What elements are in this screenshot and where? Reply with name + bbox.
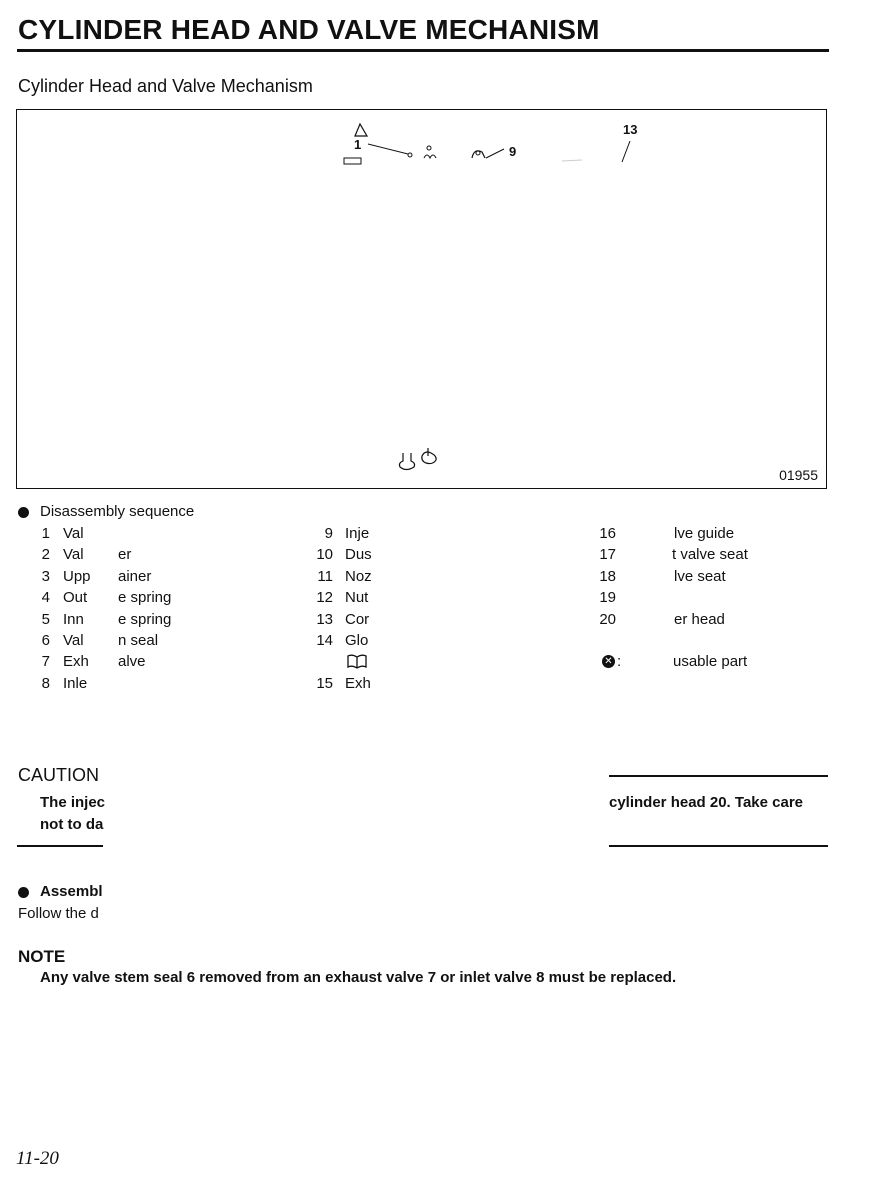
sequence-item-text: Noz — [345, 567, 372, 585]
valve-head-part — [399, 453, 414, 470]
sequence-item-text: Exh — [63, 653, 89, 671]
sequence-number: 15 — [316, 674, 333, 692]
note-text: Any valve stem seal 6 removed from an exhaust valve 7 or inlet valve 8 must be replaced. — [40, 969, 677, 986]
sequence-item-text: Val — [63, 525, 84, 542]
bullet-icon — [18, 887, 29, 898]
sequence-item-text: lve guide — [674, 525, 735, 542]
valve-seat-part — [422, 452, 436, 464]
bullet-icon — [18, 507, 29, 518]
sequence-number: 2 — [41, 546, 50, 564]
nonreusable-legend: usable part — [673, 653, 748, 670]
sequence-item-text: t valve seat — [672, 546, 748, 564]
sequence-item-text: Dus — [345, 546, 372, 564]
sequence-item-text: er head — [674, 610, 725, 628]
exploded-view-drawing — [17, 110, 828, 490]
title-rule — [17, 49, 829, 52]
valve-cotter-part — [408, 153, 412, 157]
note-label: NOTE — [18, 947, 66, 966]
sequence-item-text: Inn — [63, 610, 84, 628]
book-icon — [347, 654, 367, 669]
sequence-item-text-tail: e spring — [118, 610, 172, 628]
figure-code: 01955 — [779, 467, 818, 483]
sequence-item-text-tail: er — [118, 546, 132, 564]
sequence-number: 3 — [41, 567, 50, 585]
caution-bottom-rule-left — [17, 845, 103, 847]
disassembly-heading: Disassembly sequence — [40, 503, 195, 520]
callout-1: 1 — [354, 137, 362, 152]
sequence-item-text: Cor — [345, 610, 370, 628]
caution-bottom-rule-right — [609, 845, 828, 847]
sequence-number: 14 — [316, 632, 333, 649]
sequence-number: 13 — [316, 610, 333, 628]
sequence-item-text-tail: e spring — [118, 589, 172, 607]
callout-9: 9 — [509, 144, 517, 159]
sequence-number: 8 — [41, 674, 50, 692]
caution-text-right-1: cylinder head 20. Take care — [609, 794, 803, 811]
leader-line-13 — [622, 141, 630, 162]
sequence-item-text: Val — [63, 546, 84, 564]
sequence-number: 11 — [317, 567, 333, 585]
page-number: 11-20 — [16, 1148, 59, 1169]
caution-top-rule — [609, 775, 828, 777]
sequence-number: 10 — [316, 546, 333, 564]
sequence-number: 6 — [41, 632, 50, 649]
sequence-number: 17 — [599, 546, 616, 564]
sequence-item-text: Inle — [63, 674, 88, 692]
sequence-item-text-tail: ainer — [118, 567, 152, 585]
nonreusable-colon: : — [617, 653, 622, 670]
caution-text-left-2: not to da — [40, 816, 104, 833]
assembly-heading: Assembl — [40, 883, 103, 900]
callout-13: 13 — [623, 122, 638, 137]
sequence-item-text-tail: n seal — [118, 632, 159, 649]
caution-label: CAUTION — [18, 765, 99, 785]
sequence-item-text: Inje — [345, 525, 370, 542]
cross-circle-icon: ✕ — [602, 655, 615, 668]
sequence-number: 12 — [316, 589, 333, 607]
assembly-text: Follow the d — [18, 905, 99, 922]
sequence-number: 16 — [599, 525, 616, 542]
sequence-number: 20 — [599, 610, 616, 628]
leader-line-9 — [486, 149, 504, 158]
retainer-part — [344, 158, 361, 164]
section-subtitle: Cylinder Head and Valve Mechanism — [18, 76, 313, 96]
sequence-number: 7 — [41, 653, 50, 671]
sequence-item-text: Nut — [345, 589, 369, 607]
sequence-number: 19 — [599, 589, 616, 607]
page-title: CYLINDER HEAD AND VALVE MECHANISM — [18, 14, 600, 45]
sequence-item-text: Val — [63, 632, 84, 649]
exploded-view-figure — [16, 109, 827, 489]
sequence-item-text-tail: alve — [118, 653, 146, 671]
valve-cap-part — [355, 124, 367, 136]
sequence-item-text: Glo — [345, 632, 369, 649]
spring-part — [424, 155, 436, 158]
sequence-item-text: Upp — [63, 567, 91, 585]
sequence-item-text: Exh — [345, 674, 371, 692]
sequence-number: 4 — [41, 589, 50, 607]
sequence-number: 1 — [41, 525, 50, 542]
leader-line-1 — [368, 144, 408, 154]
sequence-item-text: Out — [63, 589, 88, 607]
sequence-number: 9 — [324, 525, 333, 542]
sequence-item-text: lve seat — [674, 567, 726, 585]
caution-text-left-1: The injec — [40, 794, 106, 811]
sequence-number: 18 — [599, 567, 616, 585]
sequence-number: 5 — [41, 610, 50, 628]
lock-part — [427, 146, 431, 150]
